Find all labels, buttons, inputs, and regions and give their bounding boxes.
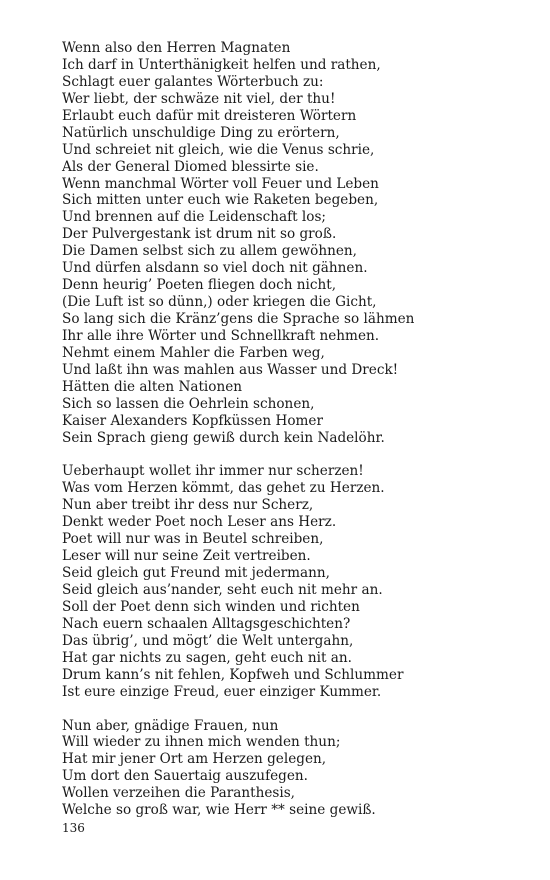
poem-line: Die Damen selbst sich zu allem gewöhnen, (62, 243, 357, 260)
poem-line: Hat gar nichts zu sagen, geht euch nit an. (62, 649, 352, 666)
poem-line: Und laßt ihn was mahlen aus Wasser und Dreck! (62, 361, 399, 378)
poem-line: Seid gleich aus’nander, seht euch nit mehr an. (62, 582, 383, 598)
poem-line: Ist eure einzige Freud, euer einziger Kummer. (62, 683, 382, 700)
poem-line: Und dürfen alsdann so viel doch nit gähnen. (62, 260, 368, 277)
poem-line: Poet will nur was in Beutel schreiben, (62, 531, 324, 548)
poem-line: Der Pulvergestank ist drum nit so groß. (62, 226, 337, 243)
poem-line: Will wieder zu ihnen mich wenden thun; (62, 734, 341, 751)
poem-line: Nach euern schaalen Alltagsgeschichten? (62, 615, 351, 632)
poem-line: Wollen verzeihen die Paranthesis, (62, 785, 295, 802)
poem-line: Denkt weder Poet noch Leser ans Herz. (62, 514, 337, 531)
poem-line: Ueberhaupt wollet ihr immer nur scherzen! (62, 463, 364, 480)
poem-line: So lang sich die Kränz’gens die Sprache so lähmen (62, 311, 415, 327)
poem-line: Kaiser Alexanders Kopfküssen Homer (62, 412, 323, 429)
poem-line: Als der General Diomed blessirte sie. (62, 158, 319, 175)
poem-line: Sein Sprach gieng gewiß durch kein Nadelöhr. (62, 429, 385, 446)
poem-line: Denn heurig’ Poeten fliegen doch nicht, (62, 277, 337, 294)
poem-line: Natürlich unschuldige Ding zu erörtern, (62, 124, 340, 141)
poem-line: Hätten die alten Nationen (62, 378, 243, 395)
poem-line: Sich mitten unter euch wie Raketen begeben, (62, 192, 379, 209)
poem-line: Ihr alle ihre Wörter und Schnellkraft nehmen. (62, 327, 380, 344)
stanza-1 (62, 40, 522, 447)
poem-line: Nun aber treibt ihr dess nur Scherz, (62, 497, 314, 514)
page-number: 136 (62, 821, 85, 835)
poem-line: (Die Luft ist so dünn,) oder kriegen die Gicht, (62, 294, 377, 311)
poem-line: Leser will nur seine Zeit vertreiben. (62, 548, 311, 565)
poem-line: Drum kann’s nit fehlen, Kopfweh und Schlummer (62, 666, 404, 683)
poem-line: Was vom Herzen kömmt, das gehet zu Herzen. (62, 480, 385, 497)
poem-line: Das übrig’, und mögt’ die Welt untergahn, (62, 632, 354, 649)
poem-line: Wer liebt, der schwäze nit viel, der thu! (62, 90, 336, 107)
poem-line: Ich darf in Unterthänigkeit helfen und rathen, (62, 56, 381, 73)
stanza-2 (62, 463, 522, 700)
stanza-3 (62, 718, 522, 820)
poem-line: Welche so groß war, wie Herr ** seine gewiß. (62, 802, 376, 819)
poem-line: Um dort den Sauertaig auszufegen. (62, 768, 308, 785)
poem-line: Wenn manchmal Wörter voll Feuer und Leben (62, 175, 379, 192)
poem-line: Nun aber, gnädige Frauen, nun (62, 717, 279, 734)
poem-line: Erlaubt euch dafür mit dreisteren Wörtern (62, 107, 357, 124)
poem-line: Hat mir jener Ort am Herzen gelegen, (62, 751, 327, 768)
poem-line: Und schreiet nit gleich, wie die Venus schrie, (62, 141, 375, 158)
poem-line: Seid gleich gut Freund mit jedermann, (62, 565, 330, 582)
poem-line: Soll der Poet denn sich winden und richten (62, 598, 360, 615)
poem-line: Schlagt euer galantes Wörterbuch zu: (62, 73, 324, 90)
poem-line: Nehmt einem Mahler die Farben weg, (62, 344, 325, 361)
poem-text (62, 40, 522, 819)
poem-line: Wenn also den Herren Magnaten (62, 40, 291, 56)
poem-line: Und brennen auf die Leidenschaft los; (62, 209, 327, 226)
poem-line: Sich so lassen die Oehrlein schonen, (62, 395, 315, 412)
